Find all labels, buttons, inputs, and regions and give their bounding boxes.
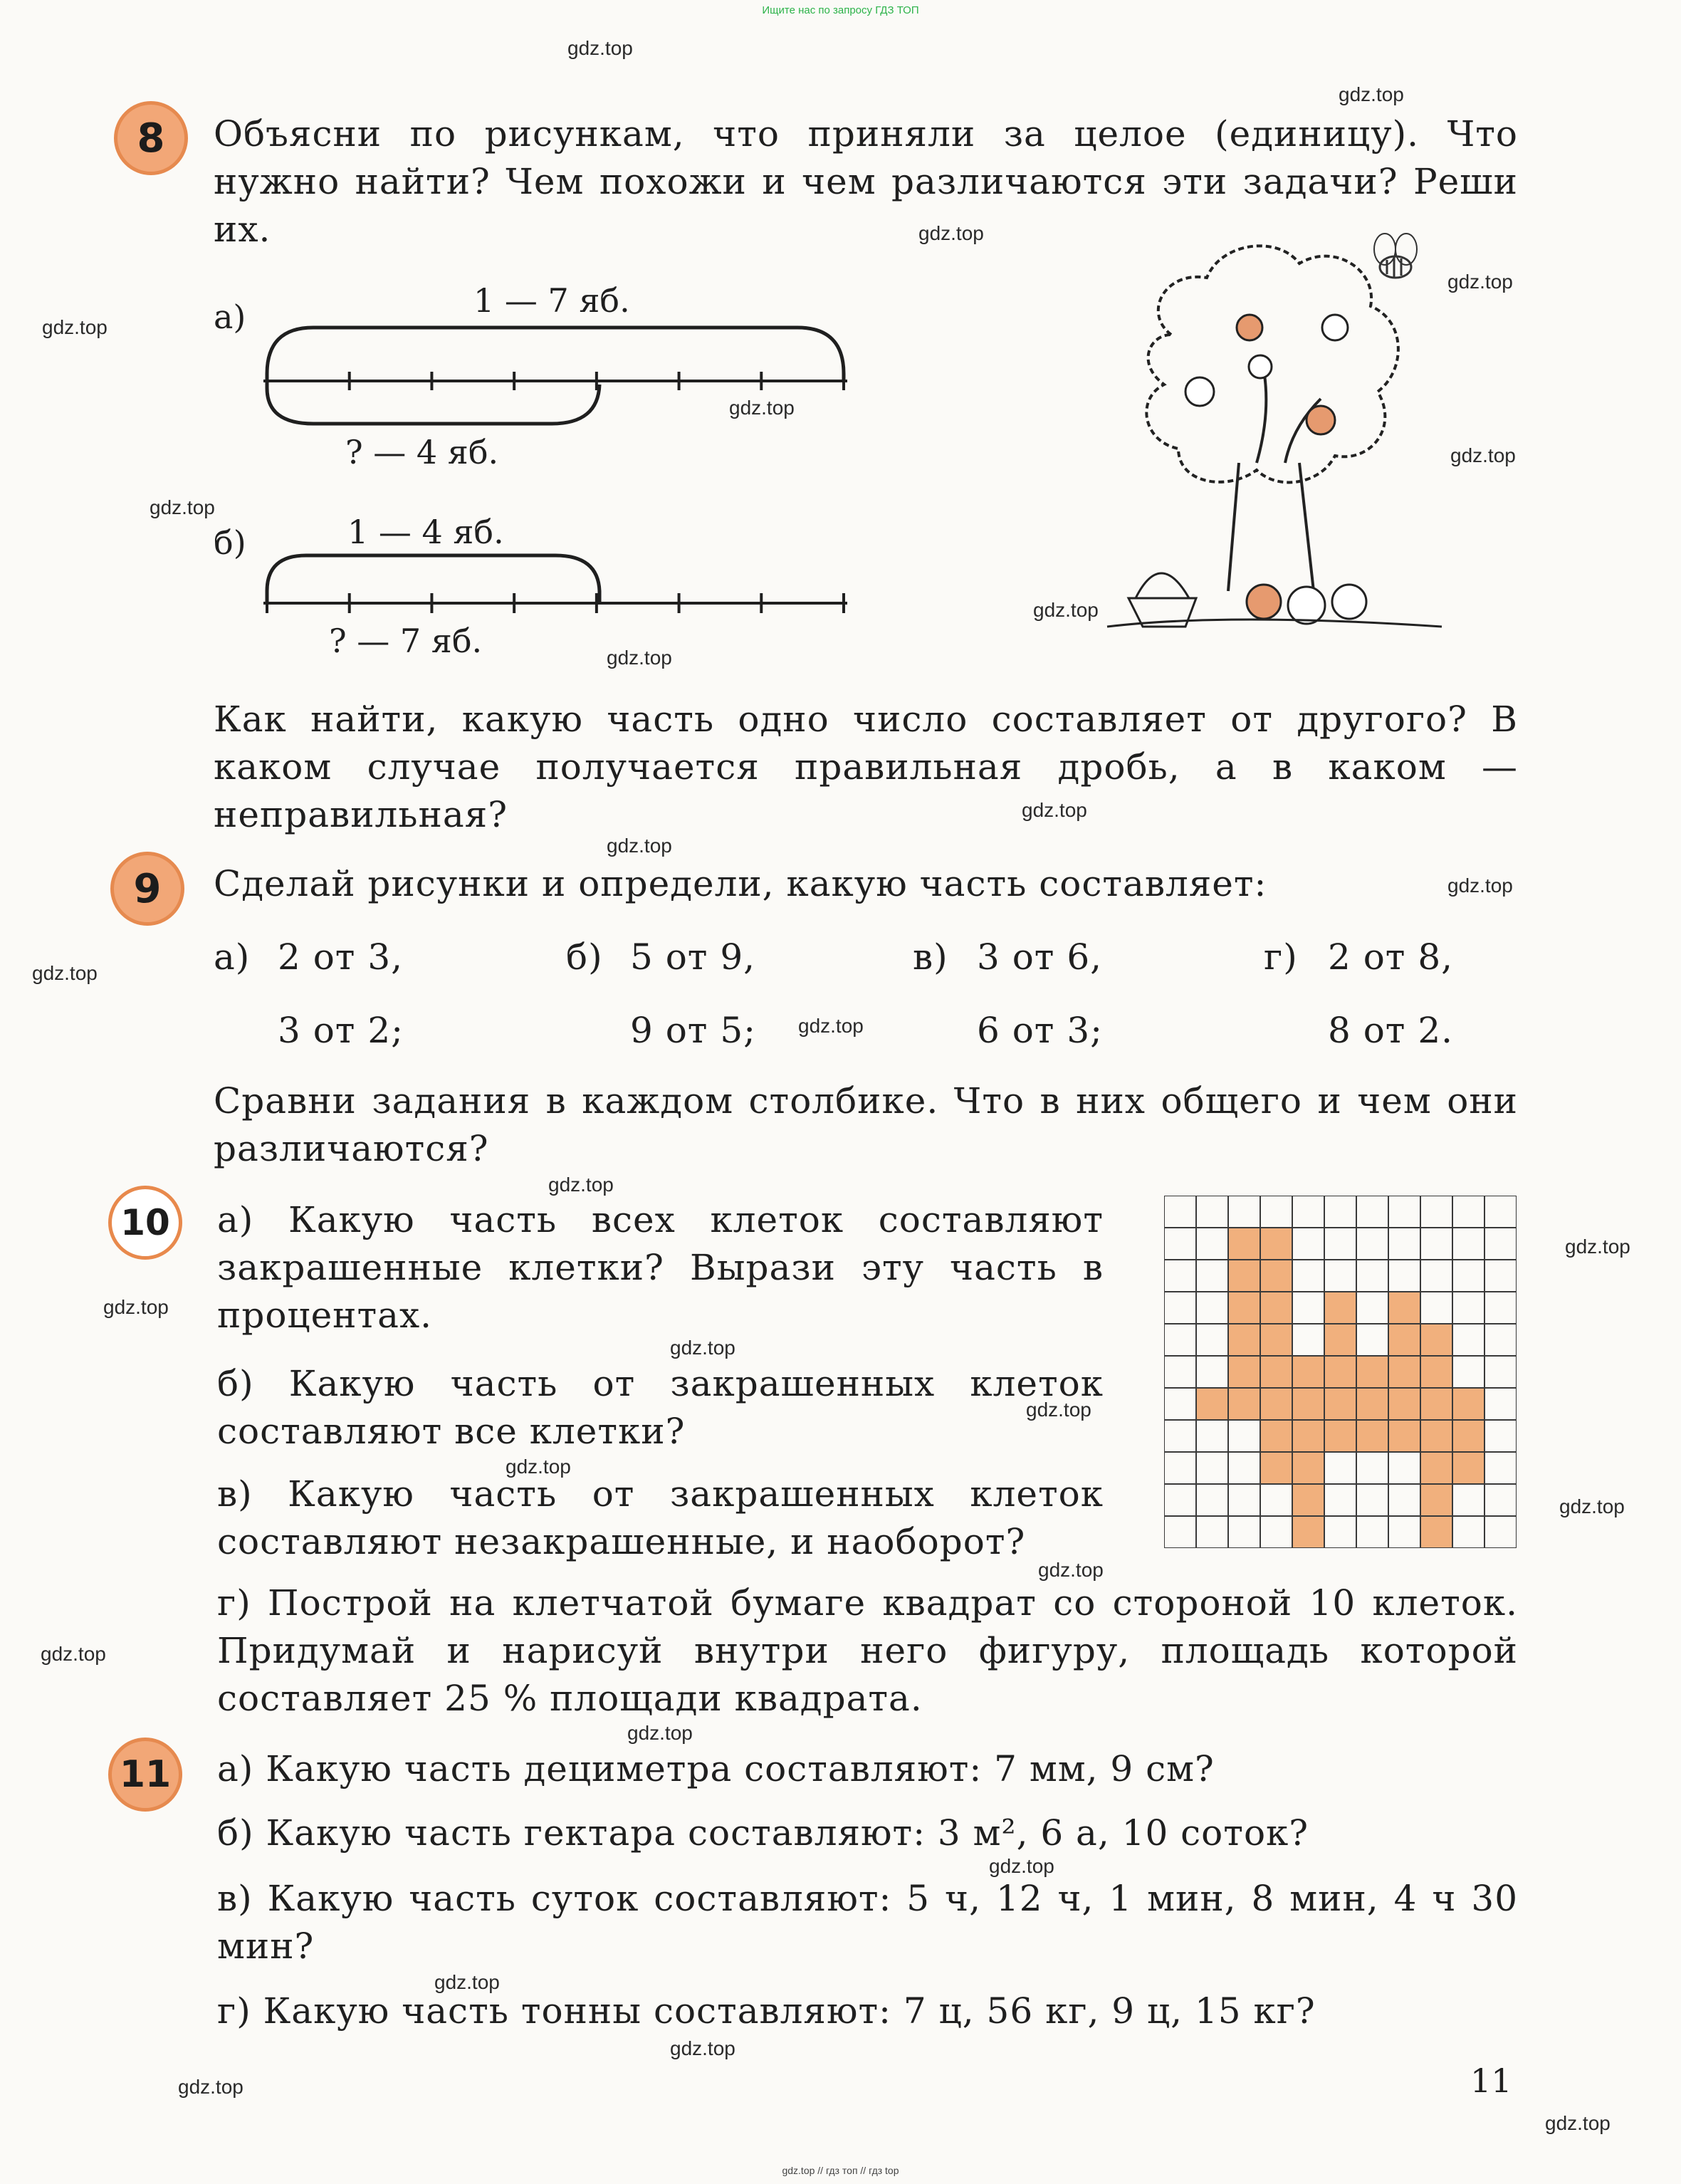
grid-cell <box>1164 1388 1196 1420</box>
grid-cell <box>1164 1292 1196 1324</box>
grid-cell <box>1356 1260 1388 1292</box>
task-10-b: б) Какую часть от закрашенных клеток составляют все клетки? <box>217 1363 1104 1452</box>
diagram-a <box>263 320 847 427</box>
grid-cell <box>1292 1228 1324 1260</box>
grid-cell <box>1164 1420 1196 1452</box>
watermark: gdz.top <box>548 1174 614 1196</box>
grid-cell <box>1260 1388 1292 1420</box>
grid-cell <box>1324 1260 1356 1292</box>
bee-illustration <box>1353 231 1438 296</box>
watermark: gdz.top <box>41 1643 106 1665</box>
task-10-v: в) Какую часть от закрашенных клеток составляют незакрашенные, и наоборот? <box>217 1473 1104 1562</box>
grid-cell <box>1452 1356 1484 1388</box>
watermark: gdz.top <box>1026 1399 1091 1421</box>
grid-cell <box>1260 1196 1292 1228</box>
grid-cell <box>1356 1388 1388 1420</box>
watermark: gdz.top <box>1559 1495 1625 1517</box>
task-11-a: а) Какую часть дециметра составляют: 7 мм, 9 см? <box>217 1748 1215 1789</box>
grid-cell <box>1420 1196 1452 1228</box>
grid-cell <box>1228 1292 1260 1324</box>
grid-cell <box>1388 1228 1420 1260</box>
grid-cell <box>1356 1324 1388 1356</box>
grid-cell <box>1452 1292 1484 1324</box>
watermark: gdz.top <box>178 2076 243 2098</box>
grid-cell <box>1196 1228 1228 1260</box>
grid-cell <box>1196 1452 1228 1484</box>
grid-cell <box>1356 1228 1388 1260</box>
top-banner[interactable]: Ищите нас по запросу ГДЗ ТОП <box>762 4 919 16</box>
grid-cell <box>1292 1452 1324 1484</box>
grid-cell <box>1452 1260 1484 1292</box>
grid-cell <box>1196 1356 1228 1388</box>
grid-cell <box>1420 1292 1452 1324</box>
checkered-grid-figure <box>1164 1196 1517 1548</box>
grid-cell <box>1484 1356 1517 1388</box>
grid-cell <box>1356 1452 1388 1484</box>
grid-cell <box>1196 1196 1228 1228</box>
grid-cell <box>1292 1484 1324 1516</box>
grid-cell <box>1324 1516 1356 1548</box>
grid-cell <box>1356 1292 1388 1324</box>
watermark: gdz.top <box>1545 2112 1611 2134</box>
grid-cell <box>1292 1388 1324 1420</box>
diagram-b-bottom-text: ? — 7 яб. <box>329 622 483 660</box>
grid-cell <box>1196 1420 1228 1452</box>
watermark: gdz.top <box>1022 799 1087 821</box>
grid-cell <box>1388 1292 1420 1324</box>
grid-cell <box>1228 1260 1260 1292</box>
grid-cell <box>1324 1452 1356 1484</box>
grid-cell <box>1452 1196 1484 1228</box>
task-8-number: 8 <box>114 101 188 175</box>
diagram-a-bottom-text: ? — 4 яб. <box>345 433 499 471</box>
task-10-number: 10 <box>108 1186 182 1260</box>
grid-cell <box>1228 1516 1260 1548</box>
grid-cell <box>1388 1196 1420 1228</box>
grid-cell <box>1452 1484 1484 1516</box>
watermark: gdz.top <box>607 835 672 857</box>
grid-cell <box>1228 1420 1260 1452</box>
task-8-question: Как найти, какую часть одно число составляет от другого? В каком случае получается правильная дробь, а в каком — неправильная? <box>214 699 1518 835</box>
grid-cell <box>1356 1484 1388 1516</box>
grid-cell <box>1452 1228 1484 1260</box>
watermark: gdz.top <box>434 1971 500 1993</box>
diagram-a-top-text: 1 — 7 яб. <box>473 281 630 320</box>
watermark: gdz.top <box>798 1015 864 1037</box>
grid-cell <box>1292 1196 1324 1228</box>
grid-cell <box>1452 1388 1484 1420</box>
grid-cell <box>1420 1420 1452 1452</box>
grid-cell <box>1164 1484 1196 1516</box>
task-9-col-a-row1: 2 от 3, <box>278 936 404 978</box>
watermark: gdz.top <box>42 316 108 338</box>
grid-cell <box>1420 1388 1452 1420</box>
grid-cell <box>1260 1452 1292 1484</box>
task-9-col-b-row1: 5 от 9, <box>630 936 756 978</box>
grid-cell <box>1260 1356 1292 1388</box>
watermark: gdz.top <box>1038 1559 1104 1581</box>
grid-cell <box>1484 1228 1517 1260</box>
watermark: gdz.top <box>989 1855 1054 1877</box>
grid-cell <box>1388 1484 1420 1516</box>
task-9-col-a-row2: 3 от 2; <box>278 1010 404 1051</box>
watermark: gdz.top <box>1447 271 1513 293</box>
grid-cell <box>1484 1484 1517 1516</box>
grid-cell <box>1452 1516 1484 1548</box>
grid-cell <box>1420 1516 1452 1548</box>
grid-cell <box>1228 1324 1260 1356</box>
grid-cell <box>1484 1420 1517 1452</box>
grid-cell <box>1292 1260 1324 1292</box>
grid-cell <box>1164 1228 1196 1260</box>
task-9-col-b-label: б) <box>566 936 603 978</box>
grid-cell <box>1292 1356 1324 1388</box>
grid-cell <box>1260 1484 1292 1516</box>
grid-cell <box>1452 1420 1484 1452</box>
grid-cell <box>1420 1484 1452 1516</box>
task-9-col-v-label: в) <box>913 936 948 978</box>
diagram-b-top-text: 1 — 4 яб. <box>347 513 504 551</box>
task-9-intro: Сделай рисунки и определи, какую часть составляет: <box>214 863 1267 904</box>
grid-cell <box>1388 1356 1420 1388</box>
grid-cell <box>1196 1516 1228 1548</box>
task-10-a: а) Какую часть всех клеток составляют закрашенные клетки? Вырази эту часть в процентах. <box>217 1199 1104 1336</box>
watermark: gdz.top <box>670 1337 735 1359</box>
grid-cell <box>1388 1324 1420 1356</box>
watermark: gdz.top <box>1033 599 1099 621</box>
task-9-col-b-row2: 9 от 5; <box>630 1010 757 1051</box>
grid-cell <box>1164 1324 1196 1356</box>
grid-cell <box>1324 1484 1356 1516</box>
grid-cell <box>1196 1324 1228 1356</box>
task-9-col-g-row1: 2 от 8, <box>1328 936 1454 978</box>
watermark: gdz.top <box>918 222 984 244</box>
grid-cell <box>1324 1196 1356 1228</box>
grid-cell <box>1292 1292 1324 1324</box>
grid-cell <box>1196 1388 1228 1420</box>
watermark: gdz.top <box>1450 444 1516 466</box>
watermark: gdz.top <box>150 496 215 518</box>
grid-cell <box>1260 1292 1292 1324</box>
watermark: gdz.top <box>32 962 98 984</box>
grid-cell <box>1292 1420 1324 1452</box>
grid-cell <box>1260 1228 1292 1260</box>
task-8-intro: Объясни по рисункам, что приняли за целое (единицу). Что нужно найти? Чем похожи и чем различаются эти задачи? Реши их. <box>214 113 1518 250</box>
task-9-number: 9 <box>110 852 184 926</box>
grid-cell <box>1164 1196 1196 1228</box>
watermark: gdz.top <box>729 397 795 419</box>
watermark: gdz.top <box>567 37 633 59</box>
grid-cell <box>1484 1516 1517 1548</box>
grid-cell <box>1420 1260 1452 1292</box>
grid-cell <box>1356 1356 1388 1388</box>
watermark: gdz.top <box>1339 83 1404 105</box>
task-9-col-v-row1: 3 от 6, <box>977 936 1103 978</box>
grid-cell <box>1260 1260 1292 1292</box>
watermark: gdz.top <box>607 647 672 669</box>
watermark: gdz.top <box>506 1456 571 1478</box>
task-9-question: Сравни задания в каждом столбике. Что в них общего и чем они различаются? <box>214 1080 1518 1169</box>
task-11-v: в) Какую часть суток составляют: 5 ч, 12 ч, 1 мин, 8 мин, 4 ч 30 мин? <box>217 1878 1518 1967</box>
grid-cell <box>1196 1484 1228 1516</box>
watermark: gdz.top <box>1565 1235 1630 1258</box>
grid-cell <box>1388 1452 1420 1484</box>
grid-cell <box>1164 1356 1196 1388</box>
grid-cell <box>1420 1324 1452 1356</box>
grid-cell <box>1356 1516 1388 1548</box>
grid-cell <box>1484 1388 1517 1420</box>
task-11-number: 11 <box>108 1738 182 1812</box>
watermark: gdz.top <box>670 2037 735 2059</box>
grid-cell <box>1388 1260 1420 1292</box>
grid-cell <box>1196 1260 1228 1292</box>
grid-cell <box>1324 1356 1356 1388</box>
grid-cell <box>1228 1356 1260 1388</box>
task-11-g: г) Какую часть тонны составляют: 7 ц, 56 кг, 9 ц, 15 кг? <box>217 1990 1316 2032</box>
task-9-col-v-row2: 6 от 3; <box>977 1010 1104 1051</box>
grid-cell <box>1452 1324 1484 1356</box>
grid-cell <box>1356 1196 1388 1228</box>
grid-cell <box>1292 1324 1324 1356</box>
grid-cell <box>1324 1324 1356 1356</box>
task-9-col-g-label: г) <box>1264 936 1298 978</box>
grid-cell <box>1260 1516 1292 1548</box>
grid-cell <box>1452 1452 1484 1484</box>
grid-cell <box>1324 1388 1356 1420</box>
diagram-a-label: а) <box>214 298 246 336</box>
grid-cell <box>1228 1388 1260 1420</box>
grid-cell <box>1196 1292 1228 1324</box>
watermark: gdz.top <box>627 1722 693 1744</box>
grid-cell <box>1260 1420 1292 1452</box>
grid-cell <box>1484 1260 1517 1292</box>
watermark: gdz.top <box>103 1296 169 1318</box>
grid-cell <box>1228 1196 1260 1228</box>
grid-cell <box>1356 1420 1388 1452</box>
grid-cell <box>1164 1260 1196 1292</box>
grid-cell <box>1324 1292 1356 1324</box>
page-number: 11 <box>1470 2062 1512 2100</box>
grid-cell <box>1324 1420 1356 1452</box>
grid-cell <box>1324 1228 1356 1260</box>
grid-cell <box>1228 1228 1260 1260</box>
grid-cell <box>1484 1196 1517 1228</box>
grid-cell <box>1164 1452 1196 1484</box>
watermark: gdz.top <box>1447 874 1513 897</box>
grid-cell <box>1292 1516 1324 1548</box>
grid-cell <box>1228 1484 1260 1516</box>
task-9-col-g-row2: 8 от 2. <box>1328 1010 1454 1051</box>
task-10-g: г) Построй на клетчатой бумаге квадрат со стороной 10 клеток. Придумай и нарисуй внутри него фигуру, площадь которой составляет 25 % площади квадрата. <box>217 1582 1518 1719</box>
grid-cell <box>1420 1452 1452 1484</box>
grid-cell <box>1388 1420 1420 1452</box>
grid-cell <box>1388 1516 1420 1548</box>
footer-links[interactable]: gdz.top // гдз топ // гдз top <box>782 2165 899 2176</box>
grid-cell <box>1484 1292 1517 1324</box>
grid-cell <box>1164 1516 1196 1548</box>
grid-cell <box>1420 1228 1452 1260</box>
diagram-b-label: б) <box>214 523 246 562</box>
grid-cell <box>1420 1356 1452 1388</box>
grid-cell <box>1484 1324 1517 1356</box>
grid-cell <box>1484 1452 1517 1484</box>
task-11-b: б) Какую часть гектара составляют: 3 м², 6 а, 10 соток? <box>217 1812 1309 1854</box>
diagram-b <box>263 552 847 609</box>
grid-cell <box>1260 1324 1292 1356</box>
grid-cell <box>1388 1388 1420 1420</box>
task-9-col-a-label: а) <box>214 936 251 978</box>
grid-cell <box>1228 1452 1260 1484</box>
